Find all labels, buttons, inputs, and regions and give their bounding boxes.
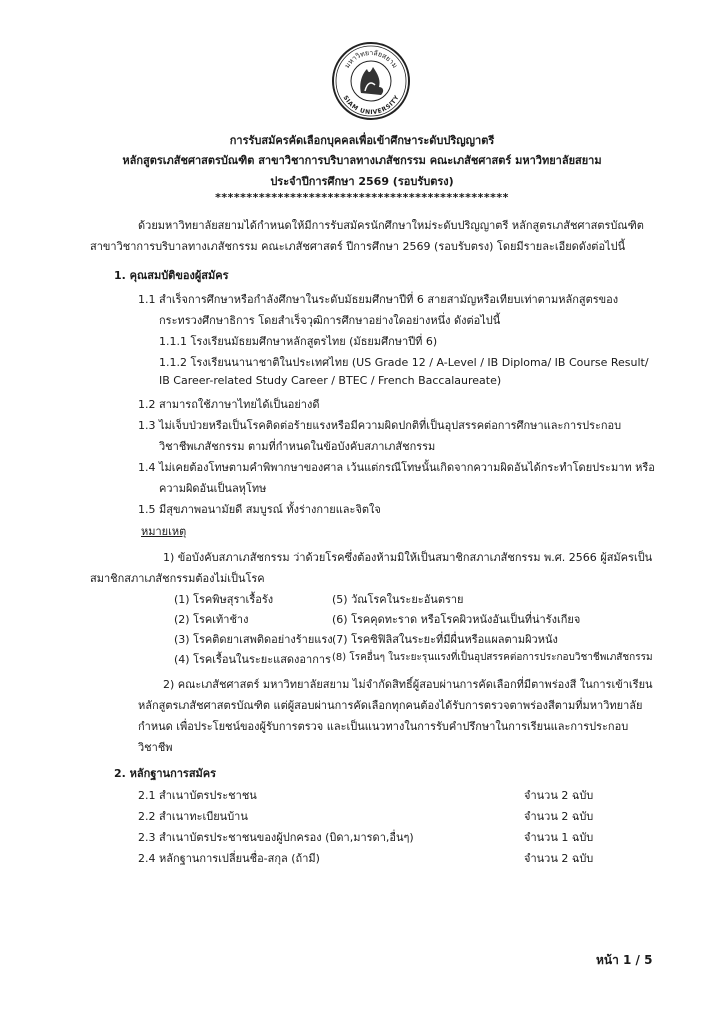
item-1-1-line-2: กระทรวงศึกษาธิการ โดยสำเร็จวุฒิการศึกษาอย่างใดอย่างหนึ่ง ดังต่อไปนี้ bbox=[159, 314, 501, 327]
title-line-2: หลักสูตรเภสัชศาสตรบัณฑิต สาขาวิชาการบริบาลทางเภสัชกรรม คณะเภสัชศาสตร์ มหาวิทยาลัยสยาม bbox=[122, 154, 602, 167]
document-quantity: จำนวน 2 ฉบับ bbox=[524, 852, 594, 865]
disease-item: (4) โรคเรื้อนในระยะแสดงอาการ bbox=[174, 653, 331, 666]
document-quantity: จำนวน 2 ฉบับ bbox=[524, 789, 594, 802]
disease-item: (5) วัณโรคในระยะอันตราย bbox=[332, 593, 464, 606]
item-1-5: 1.5 มีสุขภาพอนามัยดี สมบูรณ์ ทั้งร่างกายและจิตใจ bbox=[138, 503, 381, 516]
note-2-line-2: หลักสูตรเภสัชศาสตรบัณฑิต แต่ผู้สอบผ่านการคัดเลือกทุกคนต้องได้รับการตรวจตาพร่องสีตามที่มหาวิทยาลัย bbox=[138, 699, 643, 712]
disease-item: (8) โรคอื่นๆ ในระยะรุนแรงที่เป็นอุปสรรคต่อการประกอบวิชาชีพเภสัชกรรม bbox=[332, 652, 653, 663]
note-2-line-1: 2) คณะเภสัชศาสตร์ มหาวิทยาลัยสยาม ไม่จำกัดสิทธิ์ผู้สอบผ่านการคัดเลือกที่มีตาพร่องสี ในการเข้าเรียน bbox=[163, 678, 653, 691]
note-2-line-4: วิชาชีพ bbox=[138, 741, 173, 754]
item-1-4-line-2: ความผิดอันเป็นลหุโทษ bbox=[159, 482, 267, 495]
logo-bottom-text: SIAM UNIVERSITY bbox=[341, 94, 401, 117]
note-1-line-2: สมาชิกสภาเภสัชกรรมต้องไม่เป็นโรค bbox=[90, 572, 265, 585]
page-number: หน้า 1 / 5 bbox=[596, 953, 653, 967]
item-1-1-1: 1.1.1 โรงเรียนมัธยมศึกษาหลักสูตรไทย (มัธยมศึกษาปีที่ 6) bbox=[159, 335, 438, 348]
section-2-heading: 2. หลักฐานการสมัคร bbox=[114, 767, 217, 780]
document-label: 2.3 สำเนาบัตรประชาชนของผู้ปกครอง (บิดา,มารดา,อื่นๆ) bbox=[138, 831, 414, 844]
item-1-1-line-1: 1.1 สำเร็จการศึกษาหรือกำลังศึกษาในระดับมัธยมศึกษาปีที่ 6 สายสามัญหรือเทียบเท่าตามหลักสูตรของ bbox=[138, 293, 619, 306]
disease-item: (3) โรคติดยาเสพติดอย่างร้ายแรง bbox=[174, 633, 333, 646]
document-label: 2.2 สำเนาทะเบียนบ้าน bbox=[138, 810, 248, 823]
item-1-2: 1.2 สามารถใช้ภาษาไทยได้เป็นอย่างดี bbox=[138, 398, 320, 411]
disease-item: (6) โรคคุดทะราด หรือโรคผิวหนังอันเป็นที่น่ารังเกียจ bbox=[332, 613, 581, 626]
title-separator: *********************************************** bbox=[215, 191, 509, 204]
title-line-1: การรับสมัครคัดเลือกบุคคลเพื่อเข้าศึกษาระดับปริญญาตรี bbox=[229, 134, 495, 147]
note-2-line-3: กำหนด เพื่อประโยชน์ของผู้รับการตรวจ และเป็นแนวทางในการรับคำปรึกษาในการเรียนและการประกอบ bbox=[138, 720, 629, 733]
item-1-4-line-1: 1.4 ไม่เคยต้องโทษตามคำพิพากษาของศาล เว้นแต่กรณีโทษนั้นเกิดจากความผิดอันได้กระทำโดยประมาท หรือ bbox=[138, 461, 655, 474]
disease-item: (1) โรคพิษสุราเรื้อรัง bbox=[174, 593, 274, 606]
document-quantity: จำนวน 1 ฉบับ bbox=[524, 831, 594, 844]
intro-line-1: ด้วยมหาวิทยาลัยสยามได้กำหนดให้มีการรับสมัครนักศึกษาใหม่ระดับปริญญาตรี หลักสูตรเภสัชศาสตรบัณฑิต bbox=[138, 219, 644, 232]
document-quantity: จำนวน 2 ฉบับ bbox=[524, 810, 594, 823]
item-1-1-2-line-1: 1.1.2 โรงเรียนนานาชาติในประเทศไทย (US Grade 12 / A-Level / IB Diploma/ IB Course Result/ bbox=[159, 356, 649, 369]
note-1-line-1: 1) ข้อบังคับสภาเภสัชกรรม ว่าด้วยโรคซึ่งต้องห้ามมิให้เป็นสมาชิกสภาเภสัชกรรม พ.ศ. 2566 ผู้สมัครเป็น bbox=[163, 551, 653, 564]
disease-item: (2) โรคเท้าช้าง bbox=[174, 613, 249, 626]
intro-line-2: สาขาวิชาการบริบาลทางเภสัชกรรม คณะเภสัชศาสตร์ ปีการศึกษา 2569 (รอบรับตรง) โดยมีรายละเอียดดังต่อไปนี้ bbox=[90, 240, 626, 253]
disease-item: (7) โรคซิฟิลิสในระยะที่มีผื่นหรือแผลตามผิวหนัง bbox=[332, 633, 558, 646]
item-1-3-line-1: 1.3 ไม่เจ็บป่วยหรือเป็นโรคติดต่อร้ายแรงหรือมีความผิดปกติที่เป็นอุปสรรคต่อการศึกษาและการประกอบ bbox=[138, 419, 622, 432]
note-label: หมายเหตุ bbox=[141, 525, 187, 538]
title-line-3: ประจำปีการศึกษา 2569 (รอบรับตรง) bbox=[270, 175, 454, 188]
logo-top-text: มหาวิทยาลัยสยาม bbox=[343, 48, 399, 70]
item-1-1-2-line-2: IB Career-related Study Career / BTEC / French Baccalaureate) bbox=[159, 374, 502, 387]
document-label: 2.1 สำเนาบัตรประชาชน bbox=[138, 789, 257, 802]
university-seal-logo bbox=[331, 41, 411, 121]
section-1-heading: 1. คุณสมบัติของผู้สมัคร bbox=[114, 269, 229, 282]
document-label: 2.4 หลักฐานการเปลี่ยนชื่อ-สกุล (ถ้ามี) bbox=[138, 852, 320, 865]
item-1-3-line-2: วิชาชีพเภสัชกรรม ตามที่กำหนดในข้อบังคับสภาเภสัชกรรม bbox=[159, 440, 436, 453]
